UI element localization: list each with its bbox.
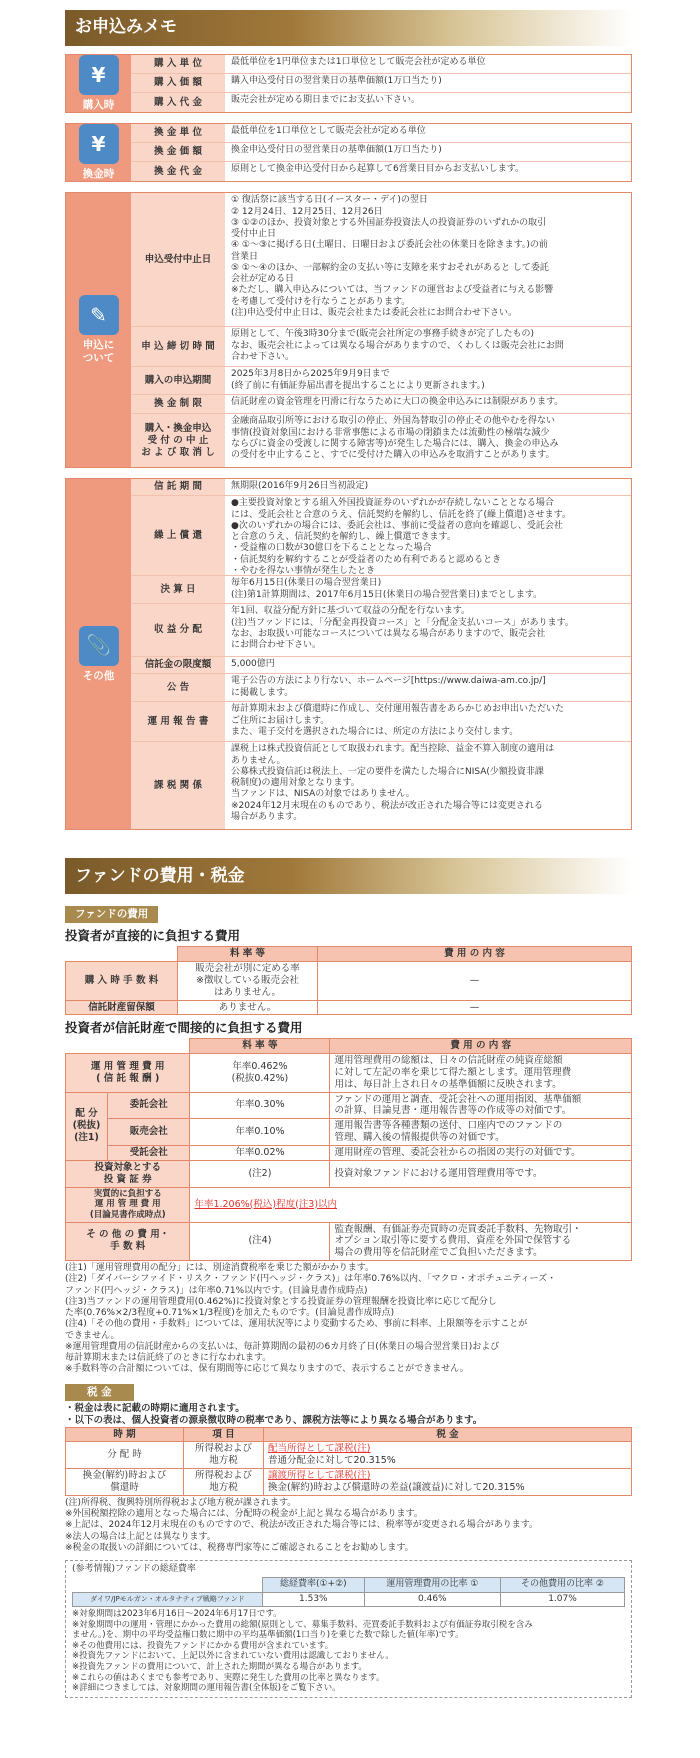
- table-row: [66, 1442, 632, 1469]
- desc-cell: —: [318, 961, 632, 1000]
- table-row: [66, 1146, 632, 1161]
- memo-label: 課 税 関 係: [131, 742, 225, 829]
- fund-name: ダイワ/JPモルガン・オルタナティブ戦略ファンド: [73, 1592, 263, 1606]
- ref-cell: 0.46%: [364, 1592, 500, 1606]
- memo-label: 購 入 価 額: [131, 74, 225, 92]
- table-row: [66, 1092, 632, 1119]
- memo-row: [131, 414, 631, 467]
- memo-value: 毎年6月15日(休業日の場合翌営業日) (注)第1計算期間は、2017年6月15日(休業日の場合翌営業日)までとします。: [225, 576, 631, 603]
- ref-notes: ※対象期間は2023年6月16日～2024年6月17日です。 ※対象期間中の運用・管理にかかった費用の総額(原則として、募集手数料、売買委託手数料および有価証券取引税を含み ません。)を、期中の平均受益権口数に期中の平均基準価額(1口当り)を乗じた数で除した値(年率)です。 ※その他費用には、投資先ファンドにかかる費用が含まれています。 ※投資先ファンドにおいて、上記以外に含まれていない費用は認識しておりません。 ※投資先ファンドの費用について、計上された期間が異なる場合があります。 ※これらの値はあくまでも参考であり、実際に発生した費用の比率と異なります。 ※詳細につきましては、対象期間の運用報告書(全体版)をご覧下さい。: [72, 1608, 533, 1694]
- memo-row: [131, 604, 631, 657]
- table-row: [66, 1119, 632, 1146]
- row-label: 配 分 (税抜) (注1): [66, 1092, 108, 1160]
- memo-value: 金融商品取引所等における取引の停止、外国為替取引の停止その他やむを得ない 事情(投資対象国における非常事態による市場の閉鎖または流動性の極端な減少 ならびに資金の受渡しに関する障害等)が発生した場合には、購入、換金の申込み の受付を中止すること、すでに受付けた購入の申込みを取消すことがあります。: [225, 414, 631, 467]
- tax-table: [65, 1427, 632, 1496]
- memo-row: [131, 193, 631, 327]
- memo-label: 換 金 制 限: [131, 395, 225, 413]
- col-header: [73, 1578, 263, 1592]
- memo-row: [131, 496, 631, 576]
- tax-notes: (注)所得税、復興特別所得税および地方税が課されます。 ※外国税額控除の適用となった場合には、分配時の税金が上記と異なる場合があります。 ※上記は、2024年12月末現在のものですので、税法が改正された場合等には、税率等が変更される場合があります。 ※法人の場合は上記とは異なります。 ※税金の取扱いの詳細については、税務専門家等にご確認されることをお勧めします。: [65, 1497, 539, 1553]
- memo-purchase-side-label: 購入時: [82, 99, 115, 111]
- memo-value: 換金申込受付日の翌営業日の基準価額(1万口当たり): [225, 143, 631, 161]
- rate-cell: 年率0.462% (税抜0.42%): [190, 1053, 330, 1092]
- rate-cell: 年率0.02%: [190, 1146, 330, 1161]
- col-header: 項 目: [184, 1427, 264, 1442]
- desc-cell: ファンドの運用と調査、受託会社への運用指図、基準価額 の計算、目論見書・運用報告書等の作成等の対価です。: [330, 1092, 632, 1119]
- col-header: 料 率 等: [178, 947, 318, 962]
- memo-application-block: [65, 192, 632, 468]
- memo-redemption-side: [66, 124, 131, 181]
- col-header: 費 用 の 内 容: [330, 1039, 632, 1054]
- table-row: [66, 1187, 632, 1222]
- tax-intro: ・税金は表に記載の時期に適用されます。 ・以下の表は、個人投資者の源泉徴収時の税率であり、課税方法等により異なる場合があります。: [65, 1402, 483, 1426]
- memo-value: ① 復活祭に該当する日(イースター・デイ)の翌日 ② 12月24日、12月25日、12月26日 ③ ①②のほか、投資対象とする外国証券投資法人の投資証券のいずれかの取引 受付中止日 ④ ①～③に掲げる日(土曜日、日曜日および委託会社の休業日を除きます。)の前 営業日 ⑤ ①～④のほか、一部解約金の支払い等に支障を来すおそれがあると して委託 会社が定める日 ※ただし、購入申込みについては、当ファンドの運営および受益者に与える影響 を考慮して受付けを行なうことがあります。 (注)申込受付中止日は、販売会社または委託会社にお問合わせ下さい。: [225, 193, 631, 326]
- memo-row: [131, 124, 631, 143]
- period-cell: 換金(解約)時および 償還時: [66, 1469, 184, 1496]
- memo-label: 換 金 代 金: [131, 162, 225, 181]
- memo-value: 無期限(2016年9月26日当初設定): [225, 479, 631, 495]
- tax-cell: [264, 1469, 632, 1496]
- memo-application-side-label: 申込に ついて: [82, 339, 115, 365]
- ref-cell: 1.53%: [263, 1592, 365, 1606]
- memo-label: 購 入 単 位: [131, 55, 225, 73]
- memo-value: 販売会社が定める期日までにお支払い下さい。: [225, 93, 631, 112]
- direct-cost-title: 投資者が直接的に負担する費用: [65, 928, 241, 944]
- item-cell: 所得税および 地方税: [184, 1442, 264, 1469]
- table-row: [66, 1222, 632, 1261]
- rate-cell: 年率0.10%: [190, 1119, 330, 1146]
- memo-row: [131, 395, 631, 414]
- rate-cell: 年率0.30%: [190, 1092, 330, 1119]
- memo-row: [131, 657, 631, 674]
- desc-cell: 運用報告書等各種書類の送付、口座内でのファンドの 管理、購入後の情報提供等の対価です。: [330, 1119, 632, 1146]
- memo-value: 信託財産の資金管理を円滑に行なうために大口の換金申込みには制限があります。: [225, 395, 631, 413]
- table-row: [66, 1469, 632, 1496]
- col-header: 総経費率(①+②): [263, 1578, 365, 1592]
- memo-other-block: [65, 478, 632, 830]
- effective-rate-cell: [190, 1187, 632, 1222]
- tax-cell: [264, 1442, 632, 1469]
- memo-title: お申込みメモ: [65, 10, 632, 46]
- memo-value: 購入申込受付日の翌営業日の基準価額(1万口当たり): [225, 74, 631, 92]
- fee-notes: (注1)「運用管理費用の配分」には、別途消費税率を乗じた額がかかります。 (注2)「ダイバーシファイド・リスク・ファンド(円ヘッジ・クラス)」は年率0.76%以内、「マクロ・オポチュニティーズ・ ファンド(円ヘッジ・クラス)」は年率0.71%以内です。(目論見書作成時点) (注3)当ファンドの運用管理費用(0.462%)に投資対象とする投資証券の管理報酬を投資比率に応じて配分し た率(0.76%×2/3程度+0.71%×1/3程度)を加えたものです。(目論見書作成時点) (注4)「その他の費用・手数料」については、運用状況等により変動するため、事前に料率、上限額等を示すことが できません。 ※運用管理費用の信託財産からの支払いは、毎計算期間の最初の6カ月終了日(休業日の場合翌営業日)および 毎計算期末または信託終了のときに行なわれます。 ※手数料等の合計額については、保有期間等に応じて異なりますので、表示することができません。: [65, 1263, 557, 1375]
- table-row: [66, 1000, 632, 1015]
- row-label: 受託会社: [108, 1146, 190, 1161]
- direct-cost-table: [65, 946, 632, 1015]
- rate-cell: ありません。: [178, 1000, 318, 1015]
- memo-section: [65, 10, 632, 46]
- desc-cell: —: [318, 1000, 632, 1015]
- table-row: [66, 1053, 632, 1092]
- tax-tag: 税 金: [65, 1384, 134, 1401]
- memo-row: [131, 74, 631, 93]
- memo-value: 原則として換金申込受付日から起算して6営業日目からお支払いします。: [225, 162, 631, 181]
- table-row: [73, 1592, 625, 1606]
- memo-row: [131, 702, 631, 742]
- rate-cell: 販売会社が別に定める率 ※徴収している販売会社 はありません。: [178, 961, 318, 1000]
- ref-box: [65, 1560, 632, 1698]
- row-label: 運 用 管 理 費 用 ( 信 託 報 酬 ): [66, 1053, 190, 1092]
- memo-purchase-side: [66, 55, 131, 112]
- tax-type: 配当所得として課税(注): [268, 1443, 371, 1455]
- memo-value: 5,000億円: [225, 657, 631, 673]
- memo-row: [131, 576, 631, 604]
- table-row: [66, 961, 632, 1000]
- memo-redemption-block: [65, 123, 632, 182]
- col-header: 時 期: [66, 1427, 184, 1442]
- memo-value: 毎計算期末および償還時に作成し、交付運用報告書をあらかじめお申出いただいた ご住所にお届けします。 また、電子交付を選択された場合には、所定の方法により交付します。: [225, 702, 631, 741]
- row-label: 実質的に負担する 運 用 管 理 費 用 (目論見書作成時点): [66, 1187, 190, 1222]
- memo-value: 2025年3月8日から2025年9月9日まで (終了前に有価証券届出書を提出することにより更新されます。): [225, 367, 631, 394]
- effective-rate: 年率1.206%(税込)程度(注3)以内: [194, 1198, 338, 1210]
- memo-row: [131, 674, 631, 702]
- memo-redemption-side-label: 換金時: [82, 168, 115, 181]
- table-corner: [66, 947, 178, 962]
- fees-title: ファンドの費用・税金: [65, 858, 632, 894]
- indirect-cost-title: 投資者が信託財産で間接的に負担する費用: [65, 1020, 303, 1036]
- memo-value: 電子公告の方法により行ない、ホームページ[https://www.daiwa-am.co.jp/] に掲載します。: [225, 674, 631, 701]
- memo-label: 繰 上 償 還: [131, 496, 225, 575]
- memo-other-side: [66, 479, 131, 829]
- pen-icon: ✎: [79, 295, 119, 335]
- table-corner: [66, 1039, 190, 1054]
- memo-label: 申込受付中止日: [131, 193, 225, 326]
- desc-cell: 運用財産の管理、委託会社からの指図の実行の対価です。: [330, 1146, 632, 1161]
- row-label: 販売会社: [108, 1119, 190, 1146]
- memo-label: 収 益 分 配: [131, 604, 225, 656]
- memo-purchase-block: [65, 54, 632, 113]
- row-label: 委託会社: [108, 1092, 190, 1119]
- fees-tag: ファンドの費用: [65, 906, 158, 923]
- ref-title: (参考情報)ファンドの総経費率: [72, 1564, 196, 1575]
- memo-label: 換 金 単 位: [131, 124, 225, 142]
- memo-row: [131, 143, 631, 162]
- memo-row: [131, 367, 631, 395]
- memo-other-side-label: その他: [82, 669, 115, 682]
- memo-label: 信託金の限度額: [131, 657, 225, 673]
- row-label: 信託財産留保額: [66, 1000, 178, 1015]
- col-header: 税 金: [264, 1427, 632, 1442]
- memo-label: 運 用 報 告 書: [131, 702, 225, 741]
- desc-cell: 運用管理費用の総額は、日々の信託財産の純資産総額 に対して左記の率を乗じて得た額とします。運用管理費 用は、毎日計上され日々の基準価額に反映されます。: [330, 1053, 632, 1092]
- col-header: 料 率 等: [190, 1039, 330, 1054]
- memo-label: 購入・換金申込 受 付 の 中 止 お よ び 取 消 し: [131, 414, 225, 467]
- memo-row: [131, 55, 631, 74]
- memo-value: 課税上は株式投資信託として取扱われます。配当控除、益金不算入制度の適用は ありません。 公募株式投資信託は税法上、一定の要件を満たした場合にNISA(少額投資非課 税制度)の適用対象となります。 当ファンドは、NISAの対象ではありません。 ※2024年12月末現在のものであり、税法が改正された場合等には変更される 場合があります。: [225, 742, 631, 829]
- item-cell: 所得税および 地方税: [184, 1469, 264, 1496]
- memo-label: 換 金 価 額: [131, 143, 225, 161]
- tax-rate: 換金(解約)時および償還時の差益(譲渡益)に対して20.315%: [268, 1482, 525, 1493]
- rate-cell: (注2): [190, 1160, 330, 1187]
- memo-row: [131, 93, 631, 112]
- memo-label: 信 託 期 間: [131, 479, 225, 495]
- memo-value: ●主要投資対象とする組入外国投資証券のいずれかが存続しないこととなる場合 には、受託会社と合意のうえ、信託契約を解約し、信託を終了(繰上償還)させます。 ●次のいずれかの場合には、委託会社は、事前に受益者の意向を確認し、受託会社 と合意のうえ、信託契約を解約し、繰上償還できます。 ・受益権の口数が30億口を下ることとなった場合 ・信託契約を解約することが受益者のため有利であると認めるとき ・やむを得ない事情が発生したとき: [225, 496, 631, 575]
- col-header: 運用管理費用の比率 ①: [364, 1578, 500, 1592]
- memo-row: [131, 162, 631, 181]
- ref-table: [72, 1577, 625, 1607]
- indirect-cost-table: [65, 1038, 632, 1261]
- memo-label: 公 告: [131, 674, 225, 701]
- coin-hand-icon: ¥: [79, 124, 119, 164]
- memo-row: [131, 327, 631, 367]
- memo-label: 購入の申込期間: [131, 367, 225, 394]
- memo-label: 申 込 締 切 時 間: [131, 327, 225, 366]
- memo-application-side: [66, 193, 131, 467]
- rate-cell: (注4): [190, 1222, 330, 1261]
- row-label: 投資対象とする 投 資 証 券: [66, 1160, 190, 1187]
- desc-cell: 監査報酬、有価証券売買時の売買委託手数料、先物取引・ オプション取引等に要する費用、資産を外国で保管する 場合の費用等を信託財産でご負担いただきます。: [330, 1222, 632, 1261]
- row-label: 購 入 時 手 数 料: [66, 961, 178, 1000]
- fees-section: [65, 858, 632, 894]
- ref-cell: 1.07%: [501, 1592, 625, 1606]
- table-row: [66, 1160, 632, 1187]
- period-cell: 分 配 時: [66, 1442, 184, 1469]
- col-header: 費 用 の 内 容: [318, 947, 632, 962]
- tax-type: 譲渡所得として課税(注): [268, 1470, 371, 1482]
- memo-value: 最低単位を1口単位として販売会社が定める単位: [225, 124, 631, 142]
- paperclip-icon: 📎: [79, 626, 119, 666]
- tax-rate: 普通分配金に対して20.315%: [268, 1455, 396, 1467]
- yen-hand-icon: ¥: [79, 55, 119, 95]
- memo-value: 原則として、午後3時30分まで(販売会社所定の事務手続きが完了したもの) なお、販売会社によっては異なる場合がありますので、くわしくは販売会社にお問 合わせ下さい。: [225, 327, 631, 366]
- desc-cell: 投資対象ファンドにおける運用管理費用等です。: [330, 1160, 632, 1187]
- memo-row: [131, 479, 631, 496]
- memo-value: 最低単位を1円単位または1口単位として販売会社が定める単位: [225, 55, 631, 73]
- memo-row: [131, 742, 631, 829]
- memo-label: 購 入 代 金: [131, 93, 225, 112]
- memo-value: 年1回、収益分配方針に基づいて収益の分配を行ないます。 (注)当ファンドには、「分配金再投資コース」と「分配金支払いコース」があります。 なお、お取扱い可能なコースについては異なる場合がありますので、販売会社 にお問合わせ下さい。: [225, 604, 631, 656]
- row-label: そ の 他 の 費 用・ 手 数 料: [66, 1222, 190, 1261]
- memo-label: 決 算 日: [131, 576, 225, 603]
- col-header: その他費用の比率 ②: [501, 1578, 625, 1592]
